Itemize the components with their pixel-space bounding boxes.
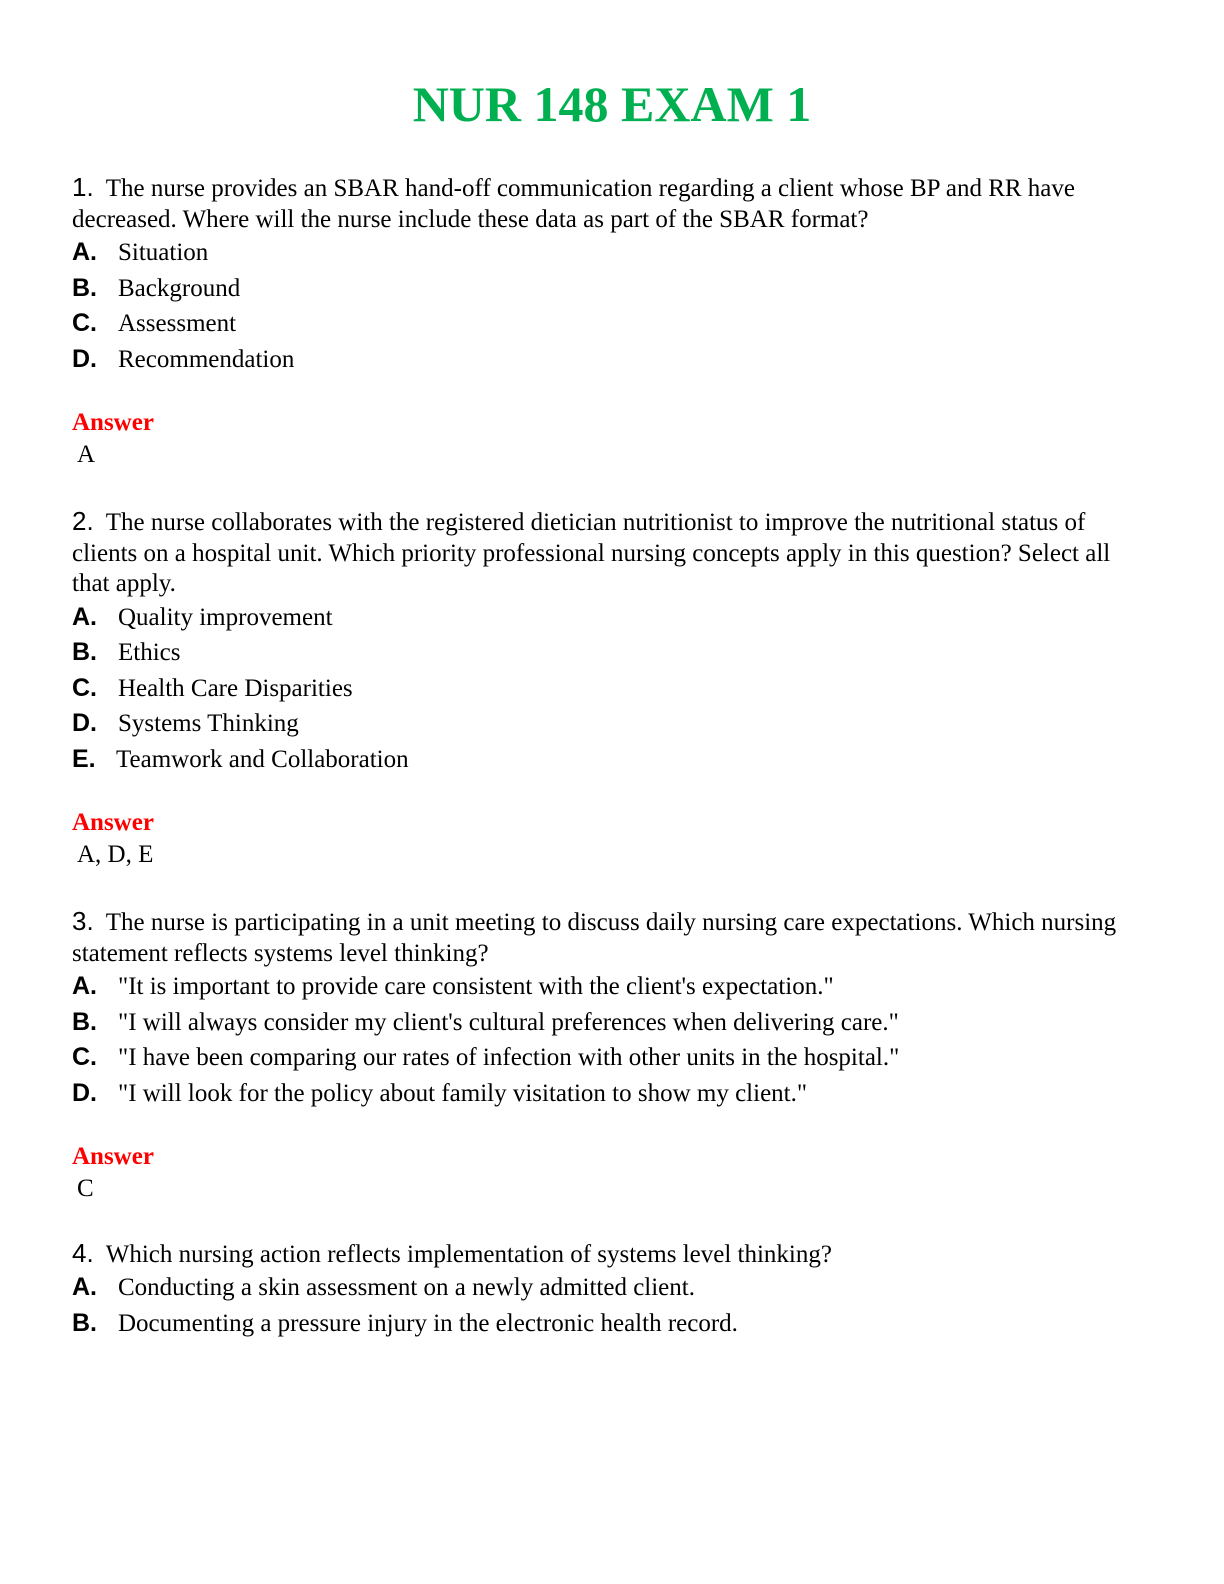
option-text: "I will look for the policy about family visitation to show my client."	[118, 1079, 808, 1107]
option-letter: D.	[72, 344, 97, 373]
question-4	[72, 1238, 1152, 1341]
option-d	[72, 342, 1152, 378]
option-d	[72, 1076, 1152, 1112]
question-number: 4.	[72, 1238, 94, 1268]
option-a	[72, 1270, 1152, 1306]
option-text: Ethics	[118, 639, 181, 666]
option-letter: A.	[72, 238, 97, 266]
option-text: "I have been comparing our rates of infection with other units in the hospital."	[118, 1044, 900, 1071]
question-text: Which nursing action reflects implementation of systems level thinking?	[105, 1241, 832, 1268]
question-number: 3.	[72, 906, 94, 936]
option-text: Systems Thinking	[118, 710, 299, 737]
option-e	[72, 742, 1152, 778]
question-number: 1.	[72, 172, 94, 202]
option-b	[72, 635, 1152, 671]
option-text: Recommendation	[118, 345, 295, 373]
option-letter: B.	[72, 273, 97, 302]
option-a	[72, 969, 1152, 1005]
option-letter: C.	[72, 673, 97, 702]
answer-value: A, D, E	[77, 841, 154, 868]
option-text: Documenting a pressure injury in the electronic health record.	[118, 1309, 738, 1337]
option-c	[72, 306, 1152, 342]
option-text: Conducting a skin assessment on a newly admitted client.	[118, 1274, 695, 1301]
option-letter: B.	[72, 1308, 97, 1337]
answer-label: Answer	[72, 1143, 154, 1170]
question-stem	[72, 906, 1152, 969]
question-3	[72, 906, 1152, 1205]
option-letter: D.	[72, 709, 97, 737]
option-a	[72, 235, 1152, 271]
question-stem	[72, 506, 1152, 600]
option-c	[72, 671, 1152, 707]
option-letter: E.	[72, 744, 96, 773]
answer-value: A	[77, 441, 96, 468]
answer-label: Answer	[72, 409, 154, 436]
option-text: Quality improvement	[118, 603, 333, 631]
option-letter: A.	[72, 1273, 97, 1301]
option-b	[72, 271, 1152, 307]
option-text: Situation	[118, 239, 209, 266]
option-b	[72, 1005, 1152, 1041]
option-text: Background	[118, 274, 241, 302]
option-text: Teamwork and Collaboration	[116, 745, 409, 773]
option-letter: B.	[72, 638, 97, 666]
option-d	[72, 706, 1152, 742]
option-letter: D.	[72, 1078, 97, 1107]
option-letter: C.	[72, 309, 97, 337]
option-c	[72, 1040, 1152, 1076]
option-b	[72, 1306, 1152, 1342]
question-2	[72, 506, 1152, 871]
answer-label: Answer	[72, 809, 154, 836]
option-a	[72, 600, 1152, 636]
option-letter: B.	[72, 1007, 97, 1036]
document-title: NUR 148 EXAM 1	[412, 76, 812, 132]
answer-value: C	[77, 1175, 94, 1202]
question-1	[72, 172, 1152, 471]
option-letter: C.	[72, 1043, 97, 1071]
question-text: The nurse is participating in a unit meeting to discuss daily nursing care expectations. Which nursing statement reflects systems level thinking?	[72, 909, 1117, 967]
question-text: The nurse collaborates with the registered dietician nutritionist to improve the nutritional status of clients on a hospital unit. Which priority professional nursing concepts apply in this question? Select all that apply.	[72, 509, 1111, 597]
option-text: "I will always consider my client's cultural preferences when delivering care."	[118, 1008, 899, 1036]
question-stem	[72, 172, 1152, 235]
question-text: The nurse provides an SBAR hand-off communication regarding a client whose BP and RR have decreased. Where will the nurse include these data as part of the SBAR format?	[72, 175, 1075, 233]
option-letter: A.	[72, 602, 97, 631]
question-number: 2.	[72, 506, 94, 536]
option-text: Health Care Disparities	[118, 674, 353, 702]
option-text: Assessment	[118, 310, 237, 337]
question-stem	[72, 1238, 1152, 1270]
option-letter: A.	[72, 972, 97, 1000]
option-text: "It is important to provide care consistent with the client's expectation."	[118, 973, 834, 1000]
